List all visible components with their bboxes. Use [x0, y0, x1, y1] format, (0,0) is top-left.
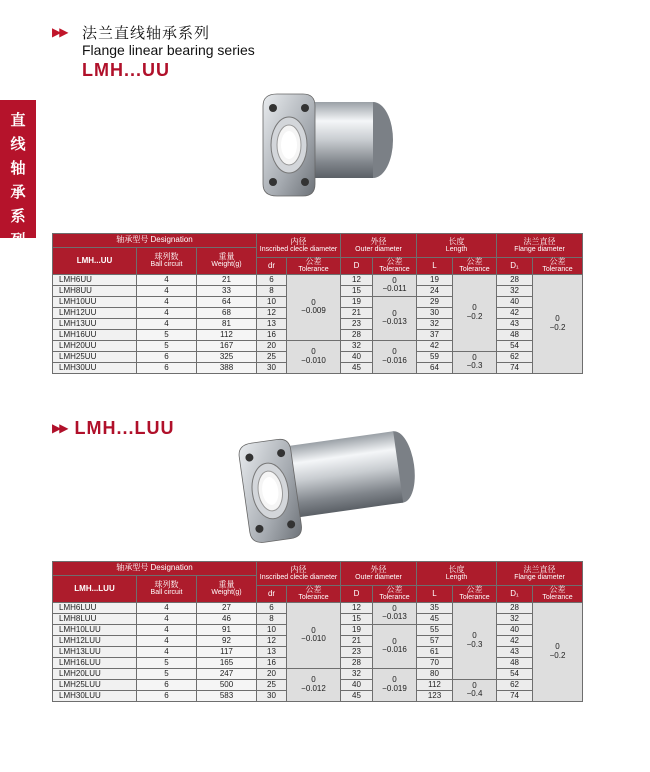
weight-cell: 117 — [197, 646, 257, 657]
ball-cell: 4 — [137, 613, 197, 624]
L-cell: 70 — [417, 657, 453, 668]
L-cell: 45 — [417, 613, 453, 624]
D-cell: 19 — [341, 296, 373, 307]
D-tolerance-cell: 0 −0.016 — [373, 624, 417, 668]
D-header: D — [341, 258, 373, 275]
L-cell: 112 — [417, 679, 453, 690]
dr-cell: 10 — [257, 624, 287, 635]
dr-cell: 20 — [257, 668, 287, 679]
dr-cell: 25 — [257, 679, 287, 690]
ball-circuit-header: 球列数 Ball circuit — [137, 248, 197, 275]
inner-diameter-header: 内径 Inscribed clecle diameter — [257, 562, 341, 586]
model-header: LMH...LUU — [53, 576, 137, 603]
dr-cell: 30 — [257, 362, 287, 373]
L-cell: 32 — [417, 318, 453, 329]
dr-header: dr — [257, 586, 287, 603]
ball-cell: 4 — [137, 274, 197, 285]
D1-cell: 40 — [497, 624, 533, 635]
dr-cell: 6 — [257, 274, 287, 285]
L-cell: 30 — [417, 307, 453, 318]
model-cell: LMH6LUU — [53, 602, 137, 613]
flange-diameter-header: 法兰直径 Flange diameter — [497, 562, 583, 586]
D1-cell: 54 — [497, 668, 533, 679]
L-cell: 57 — [417, 635, 453, 646]
model-header: LMH...UU — [53, 248, 137, 275]
D1-cell: 40 — [497, 296, 533, 307]
ball-cell: 5 — [137, 668, 197, 679]
D1-tolerance-cell: 0 −0.2 — [533, 274, 583, 373]
outer-diameter-header: 外径 Outer diameter — [341, 234, 417, 258]
D-cell: 32 — [341, 668, 373, 679]
weight-cell: 500 — [197, 679, 257, 690]
bearing-image-uu — [255, 92, 400, 202]
L-cell: 61 — [417, 646, 453, 657]
model-cell: LMH30UU — [53, 362, 137, 373]
weight-cell: 27 — [197, 602, 257, 613]
D1-cell: 28 — [497, 602, 533, 613]
ball-cell: 4 — [137, 307, 197, 318]
D1-cell: 32 — [497, 285, 533, 296]
side-tab-char: 列 — [10, 231, 26, 249]
L-cell: 55 — [417, 624, 453, 635]
weight-cell: 247 — [197, 668, 257, 679]
ball-cell: 4 — [137, 635, 197, 646]
D-tolerance-cell: 0 −0.013 — [373, 602, 417, 624]
D-cell: 23 — [341, 646, 373, 657]
weight-cell: 33 — [197, 285, 257, 296]
table-row — [53, 274, 583, 285]
ball-cell: 5 — [137, 340, 197, 351]
ball-cell: 4 — [137, 318, 197, 329]
D1-cell: 54 — [497, 340, 533, 351]
model-cell: LMH25LUU — [53, 679, 137, 690]
length-header: 长度 Length — [417, 234, 497, 258]
D1-cell: 62 — [497, 351, 533, 362]
ball-circuit-header: 球列数 Ball circuit — [137, 576, 197, 603]
weight-cell: 167 — [197, 340, 257, 351]
spec-table-uu — [52, 233, 583, 374]
inner-diameter-header: 内径 Inscribed clecle diameter — [257, 234, 341, 258]
ball-cell: 6 — [137, 690, 197, 701]
D1-cell: 32 — [497, 613, 533, 624]
dr-cell: 20 — [257, 340, 287, 351]
model-cell: LMH13LUU — [53, 646, 137, 657]
ball-cell: 4 — [137, 285, 197, 296]
L-header: L — [417, 586, 453, 603]
side-tab-char: 承 — [10, 183, 26, 201]
D-tolerance-header: 公差 Tolerance — [373, 586, 417, 603]
side-tab-char: 直 — [10, 111, 26, 129]
dr-tolerance-cell: 0 −0.012 — [287, 668, 341, 701]
designation-header: 轴承型号 Designation — [53, 562, 257, 576]
model-cell: LMH20LUU — [53, 668, 137, 679]
D1-cell: 48 — [497, 329, 533, 340]
table-row — [53, 340, 583, 351]
weight-cell: 92 — [197, 635, 257, 646]
L-cell: 29 — [417, 296, 453, 307]
ball-cell: 6 — [137, 679, 197, 690]
dr-tolerance-cell: 0 −0.009 — [287, 274, 341, 340]
D-tolerance-cell: 0 −0.011 — [373, 274, 417, 296]
model-cell: LMH16UU — [53, 329, 137, 340]
side-tab-char: 轴 — [10, 159, 26, 177]
weight-cell: 81 — [197, 318, 257, 329]
D1-cell: 48 — [497, 657, 533, 668]
dr-cell: 6 — [257, 602, 287, 613]
ball-cell: 6 — [137, 351, 197, 362]
D1-cell: 74 — [497, 362, 533, 373]
D-cell: 45 — [341, 362, 373, 373]
model-cell: LMH10LUU — [53, 624, 137, 635]
weight-cell: 388 — [197, 362, 257, 373]
flange-diameter-header: 法兰直径 Flange diameter — [497, 234, 583, 258]
dr-cell: 16 — [257, 657, 287, 668]
weight-cell: 91 — [197, 624, 257, 635]
model-cell: LMH12UU — [53, 307, 137, 318]
L-tolerance-header: 公差 Tolerance — [453, 258, 497, 275]
L-cell: 35 — [417, 602, 453, 613]
model-cell: LMH30LUU — [53, 690, 137, 701]
side-category-tab — [0, 100, 36, 249]
side-tab-char: 系 — [10, 207, 26, 225]
ball-cell: 4 — [137, 602, 197, 613]
ball-cell: 4 — [137, 296, 197, 307]
D-tolerance-cell: 0 −0.016 — [373, 340, 417, 373]
length-header: 长度 Length — [417, 562, 497, 586]
dr-cell: 8 — [257, 285, 287, 296]
title-arrows: ▶▶ — [52, 25, 67, 39]
dr-header: dr — [257, 258, 287, 275]
L-cell: 19 — [417, 274, 453, 285]
D-cell: 19 — [341, 624, 373, 635]
L-cell: 59 — [417, 351, 453, 362]
D1-cell: 42 — [497, 635, 533, 646]
dr-cell: 25 — [257, 351, 287, 362]
weight-cell: 21 — [197, 274, 257, 285]
L-tolerance-cell: 0 −0.3 — [453, 602, 497, 679]
model-cell: LMH13UU — [53, 318, 137, 329]
table-row — [53, 602, 583, 613]
weight-header: 重量 Weight(g) — [197, 576, 257, 603]
D-cell: 40 — [341, 679, 373, 690]
ball-cell: 5 — [137, 329, 197, 340]
L-tolerance-cell: 0 −0.3 — [453, 351, 497, 373]
D-cell: 15 — [341, 285, 373, 296]
weight-cell: 583 — [197, 690, 257, 701]
ball-cell: 4 — [137, 624, 197, 635]
ball-cell: 4 — [137, 646, 197, 657]
D1-header: D₁ — [497, 258, 533, 275]
outer-diameter-header: 外径 Outer diameter — [341, 562, 417, 586]
series-title-luu: ▶▶ LMH...LUU — [52, 418, 175, 438]
D1-tolerance-header: 公差 Tolerance — [533, 586, 583, 603]
L-cell: 123 — [417, 690, 453, 701]
bearing-image-luu — [232, 425, 422, 545]
dr-cell: 10 — [257, 296, 287, 307]
D-cell: 28 — [341, 329, 373, 340]
D-cell: 21 — [341, 307, 373, 318]
weight-cell: 112 — [197, 329, 257, 340]
D-tolerance-cell: 0 −0.019 — [373, 668, 417, 701]
model-cell: LMH8UU — [53, 285, 137, 296]
L-cell: 42 — [417, 340, 453, 351]
D1-cell: 62 — [497, 679, 533, 690]
D1-cell: 43 — [497, 318, 533, 329]
D-cell: 12 — [341, 602, 373, 613]
dr-tolerance-cell: 0 −0.010 — [287, 340, 341, 373]
dr-cell: 12 — [257, 635, 287, 646]
D-tolerance-cell: 0 −0.013 — [373, 296, 417, 340]
series-title-uu: LMH...UU — [82, 60, 170, 80]
weight-cell: 64 — [197, 296, 257, 307]
D1-cell: 43 — [497, 646, 533, 657]
D-cell: 45 — [341, 690, 373, 701]
D-cell: 28 — [341, 657, 373, 668]
model-cell: LMH12LUU — [53, 635, 137, 646]
L-tolerance-header: 公差 Tolerance — [453, 586, 497, 603]
D-cell: 15 — [341, 613, 373, 624]
dr-cell: 13 — [257, 318, 287, 329]
dr-tolerance-cell: 0 −0.010 — [287, 602, 341, 668]
model-cell: LMH16LUU — [53, 657, 137, 668]
model-cell: LMH6UU — [53, 274, 137, 285]
D1-tolerance-header: 公差 Tolerance — [533, 258, 583, 275]
dr-tolerance-header: 公差 Tolerance — [287, 258, 341, 275]
dr-tolerance-header: 公差 Tolerance — [287, 586, 341, 603]
dr-cell: 16 — [257, 329, 287, 340]
D1-cell: 28 — [497, 274, 533, 285]
ball-cell: 6 — [137, 362, 197, 373]
model-cell: LMH20UU — [53, 340, 137, 351]
spec-table-luu — [52, 561, 583, 702]
dr-cell: 30 — [257, 690, 287, 701]
weight-cell: 325 — [197, 351, 257, 362]
D-cell: 23 — [341, 318, 373, 329]
D-tolerance-header: 公差 Tolerance — [373, 258, 417, 275]
weight-cell: 68 — [197, 307, 257, 318]
L-tolerance-cell: 0 −0.4 — [453, 679, 497, 701]
model-cell: LMH25UU — [53, 351, 137, 362]
weight-cell: 46 — [197, 613, 257, 624]
weight-cell: 165 — [197, 657, 257, 668]
D1-cell: 74 — [497, 690, 533, 701]
model-cell: LMH10UU — [53, 296, 137, 307]
designation-header: 轴承型号 Designation — [53, 234, 257, 248]
L-header: L — [417, 258, 453, 275]
model-cell: LMH8LUU — [53, 613, 137, 624]
dr-cell: 13 — [257, 646, 287, 657]
L-cell: 24 — [417, 285, 453, 296]
L-cell: 80 — [417, 668, 453, 679]
L-cell: 37 — [417, 329, 453, 340]
L-cell: 64 — [417, 362, 453, 373]
L-tolerance-cell: 0 −0.2 — [453, 274, 497, 351]
dr-cell: 12 — [257, 307, 287, 318]
D-cell: 32 — [341, 340, 373, 351]
ball-cell: 5 — [137, 657, 197, 668]
D-header: D — [341, 586, 373, 603]
table-row — [53, 668, 583, 679]
D1-cell: 42 — [497, 307, 533, 318]
page-title-cn: 法兰直线轴承系列 — [82, 24, 211, 42]
D-cell: 12 — [341, 274, 373, 285]
side-tab-char: 线 — [10, 135, 26, 153]
D1-tolerance-cell: 0 −0.2 — [533, 602, 583, 701]
D-cell: 21 — [341, 635, 373, 646]
weight-header: 重量 Weight(g) — [197, 248, 257, 275]
D1-header: D₁ — [497, 586, 533, 603]
page-title-en: Flange linear bearing series — [82, 42, 255, 58]
dr-cell: 8 — [257, 613, 287, 624]
D-cell: 40 — [341, 351, 373, 362]
